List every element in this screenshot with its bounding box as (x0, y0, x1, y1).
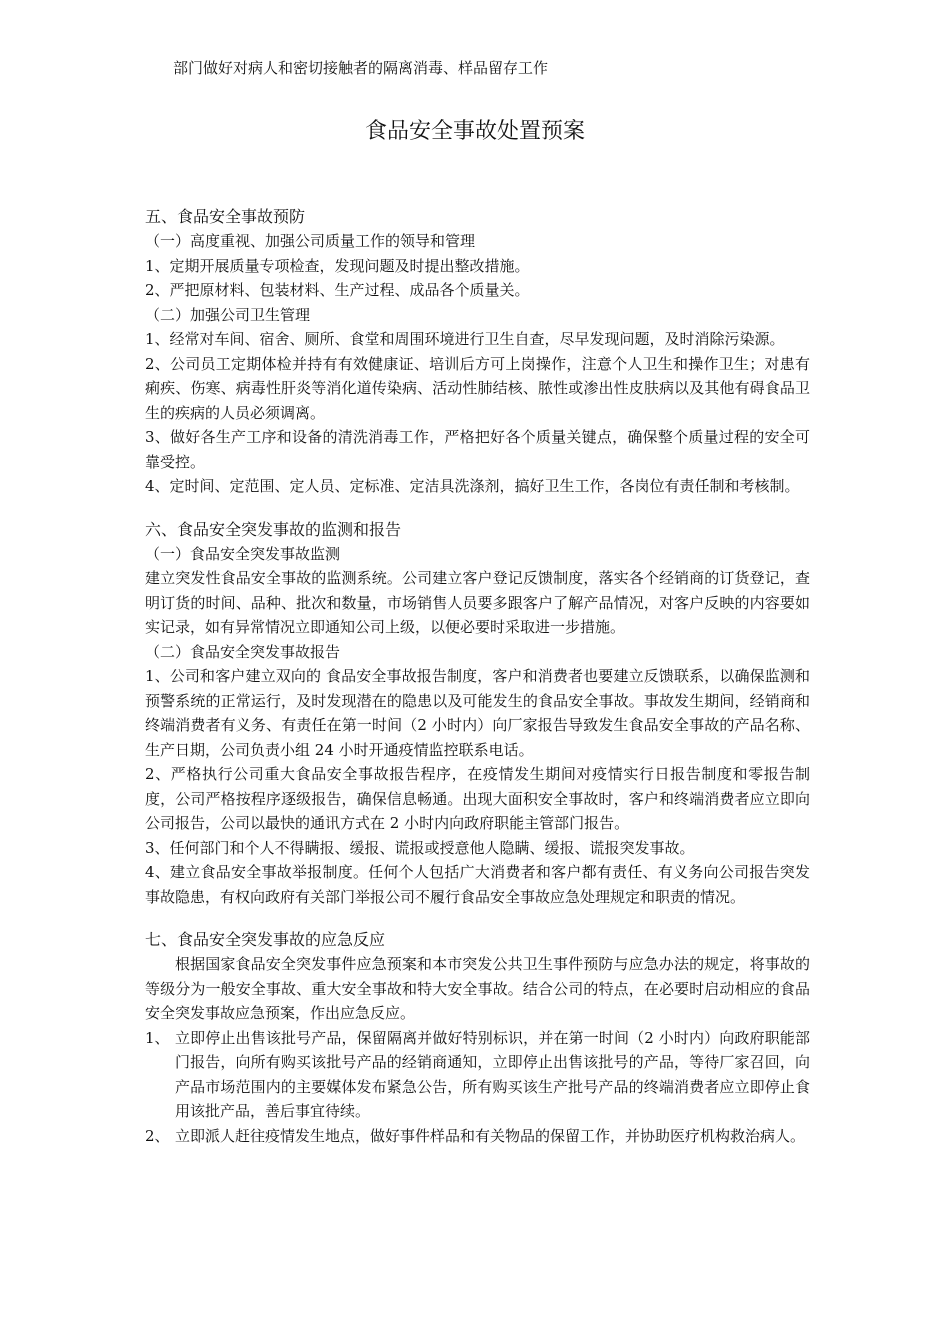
section-5-item: 1、定期开展质量专项检查，发现问题及时提出整改措施。 (145, 256, 530, 275)
section-5-item: 2、严把原材料、包装材料、生产过程、成品各个质量关。 (145, 281, 530, 299)
section-5-item: 3、做好各生产工序和设备的清洗消毒工作，严格把好各个质量关键点，确保整个质量过程的安全可靠受控。 (145, 428, 810, 471)
numbered-item (145, 1124, 810, 1149)
item-number: 2、 (145, 1126, 170, 1145)
continuation-line: 部门做好对病人和密切接触者的隔离消毒、样品留存工作 (173, 59, 549, 77)
item-number: 1、 (145, 1028, 170, 1047)
section-7 (145, 927, 810, 1148)
section-5-item: 4、定时间、定范围、定人员、定标准、定洁具洗涤剂，搞好卫生工作，各岗位有责任制和考核制。 (145, 477, 800, 495)
section-5 (145, 204, 810, 499)
section-6 (145, 517, 810, 910)
section-6-title: 六、食品安全突发事故的监测和报告 (145, 519, 402, 539)
section-5-title: 五、食品安全事故预防 (145, 207, 306, 226)
numbered-item (145, 1026, 810, 1124)
section-5-subheading-2: （二）加强公司卫生管理 (145, 305, 311, 324)
section-6-item: 3、任何部门和个人不得瞒报、缓报、谎报或授意他人隐瞒、缓报、谎报突发事故。 (145, 838, 695, 857)
item-text: 立即派人赶往疫情发生地点，做好事件样品和有关物品的保留工作，并协助医疗机构救治病人。 (175, 1126, 806, 1145)
section-6-subheading-2: （二）食品安全突发事故报告 (145, 642, 341, 661)
section-7-title: 七、食品安全突发事故的应急反应 (145, 930, 386, 949)
section-6-item: 4、建立食品安全事故举报制度。任何个人包括广大消费者和客户都有责任、有义务向公司报告突发事故隐患，有权向政府有关部门举报公司不履行食品安全事故应急处理规定和职责的情况。 (145, 863, 810, 906)
section-5-item: 1、经常对车间、宿舍、厕所、食堂和周围环境进行卫生自查，尽早发现问题，及时消除污染源。 (145, 330, 785, 348)
section-6-paragraph: 建立突发性食品安全事故的监测系统。公司建立客户登记反馈制度，落实各个经销商的订货登记，查明订货的时间、品种、批次和数量，市场销售人员要多跟客户了解产品情况，对客户反映的内容要如实记录，如有异常情况立即通知公司上级，以便必要时采取进一步措施。 (145, 569, 810, 636)
section-6-item: 2、严格执行公司重大食品安全事故报告程序，在疫情发生期间对疫情实行日报告制度和零报告制度，公司严格按程序逐级报告，确保信息畅通。出现大面积安全事故时，客户和终端消费者应立即向公司报告，公司以最快的通讯方式在 2 小时内向政府职能主管部门报告。 (145, 765, 810, 832)
section-5-item: 2、公司员工定期体检并持有有效健康证、培训后方可上岗操作，注意个人卫生和操作卫生；对患有痢疾、伤寒、病毒性肝炎等消化道传染病、活动性肺结核、脓性或渗出性皮肤病以及其他有碍食品卫生的疾病的人员必须调离。 (145, 354, 810, 422)
document-body (145, 204, 810, 1148)
section-7-paragraph: 根据国家食品安全突发事件应急预案和本市突发公共卫生事件预防与应急办法的规定，将事故的等级分为一般安全事故、重大安全事故和特大安全事故。结合公司的特点，在必要时启动相应的食品安全突发事故应急预案，作出应急反应。 (145, 955, 810, 1022)
section-spacer (145, 909, 810, 927)
section-6-item: 1、公司和客户建立双向的 食品安全事故报告制度，客户和消费者也要建立反馈联系，以确保监测和预警系统的正常运行，及时发现潜在的隐患以及可能发生的食品安全事故。事故发生期间，经销商和终端消费者有义务、有责任在第一时间（2 小时内）向厂家报告导致发生食品安全事故的产品名称、生产日期，公司负责小组 24 小时开通疫情监控联系电话。 (145, 667, 810, 759)
item-text: 立即停止出售该批号产品，保留隔离并做好特别标识，并在第一时间（2 小时内）向政府职能部门报告，向所有购买该批号产品的经销商通知，立即停止出售该批号的产品，等待厂家召回，向产品市场范围内的主要媒体发布紧急公告，所有购买该生产批号产品的终端消费者应立即停止食用该批产品，善后事宜待续。 (175, 1028, 810, 1120)
document-title: 食品安全事故处置预案 (364, 119, 585, 144)
section-5-subheading-1: （一）高度重视、加强公司质量工作的领导和管理 (145, 232, 476, 250)
section-spacer (145, 499, 810, 517)
section-6-subheading-1: （一）食品安全突发事故监测 (145, 544, 341, 563)
